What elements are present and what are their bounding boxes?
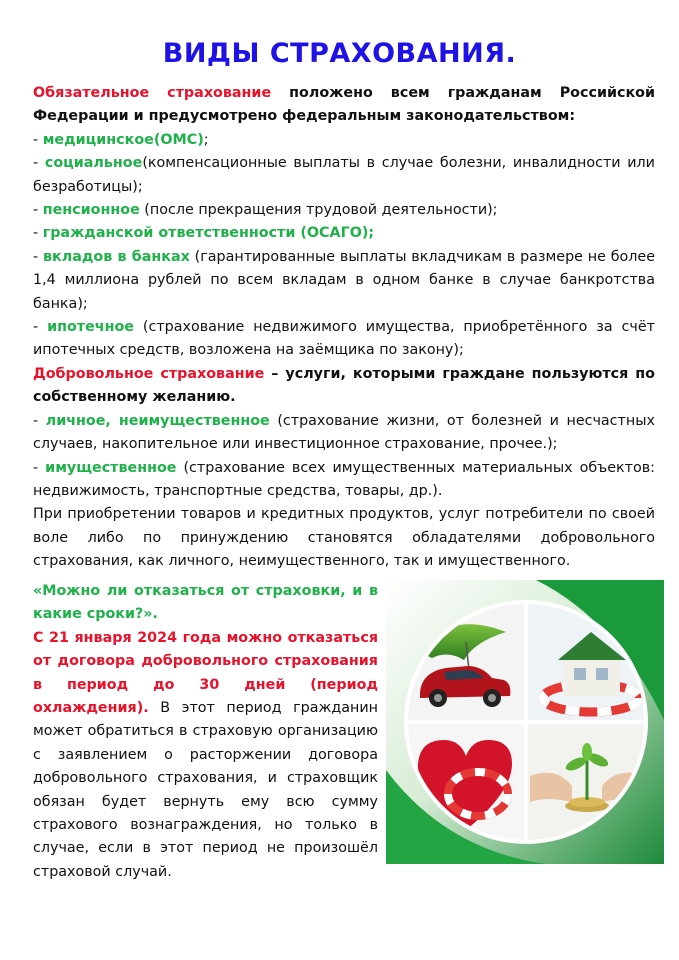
list-item: - вкладов в банках (гарантированные выплаты вкладчикам в размере не более 1,4 миллиона рублей по всем вкладам в одном банке в случае банкротства банка); (33, 248, 655, 312)
faq-block (33, 580, 378, 884)
list-item: - медицинское(ОМС); (33, 131, 209, 148)
item-name: медицинское(ОМС) (42, 131, 204, 148)
main-text (33, 82, 655, 574)
consumer-paragraph: При приобретении товаров и кредитных продуктов, услуг потребители по своей воле либо по принуждению становятся обладателями добровольного страхования, как личного, неимущественного, так и имущественного. (33, 506, 655, 570)
insurance-illustration (386, 580, 664, 864)
insurance-illustration-svg (386, 580, 664, 864)
list-item: - личное, неимущественное (страхование жизни, от болезней и несчастных случаев, накопительное или инвестиционное страхование, прочее.); (33, 412, 655, 453)
list-item: - имущественное (страхование всех имущественных материальных объектов: недвижимость, транспортные средства, товары, др.). (33, 459, 655, 499)
page-title: ВИДЫ СТРАХОВАНИЯ. (162, 38, 517, 69)
list-item: - ипотечное (страхование недвижимого имущества, приобретённого за счёт ипотечных средств, возложена на заёмщика по закону); (33, 319, 655, 359)
faq-highlight: С 21 января 2024 года можно отказаться от договора добровольного страхования в период до 30 дней (период охлаждения). (33, 629, 378, 717)
item-name: пенсионное (42, 202, 140, 219)
voluntary-intro: Добровольное страхование – услуги, которыми граждане пользуются по собственному желанию. (33, 365, 655, 406)
list-item: - гражданской ответственности (ОСАГО); (33, 225, 375, 242)
item-name: имущественное (45, 459, 177, 476)
mandatory-intro: Обязательное страхование положено всем гражданам Российской Федерации и предусмотрено федеральным законодательством: (33, 85, 655, 125)
item-name: ипотечное (47, 319, 134, 336)
mandatory-heading: Обязательное страхование (33, 85, 272, 101)
list-item: - пенсионное (после прекращения трудовой деятельности); (33, 202, 498, 219)
item-name: вкладов в банках (42, 248, 190, 265)
item-name: социальное (44, 155, 143, 172)
faq-question: «Можно ли отказаться от страховки, и в какие сроки?». (33, 583, 378, 623)
list-item: - социальное(компенсационные выплаты в случае болезни, инвалидности или безработицы); (33, 155, 655, 195)
item-name: гражданской ответственности (ОСАГО); (42, 225, 375, 242)
faq-answer: С 21 января 2024 года можно отказаться от договора добровольного страхования в период до 30 дней (период охлаждения). В этот период гражданин может обратиться в страховую организацию с заявлением о расторжении договора добровольного страхования, и страховщик обязан будет вернуть ему всю сумму страхового вознаграждения, но только в случае, если в этот период не произошёл страховой случай. (33, 629, 378, 880)
item-name: личное, неимущественное (45, 412, 270, 429)
voluntary-heading: Добровольное страхование (33, 365, 265, 382)
